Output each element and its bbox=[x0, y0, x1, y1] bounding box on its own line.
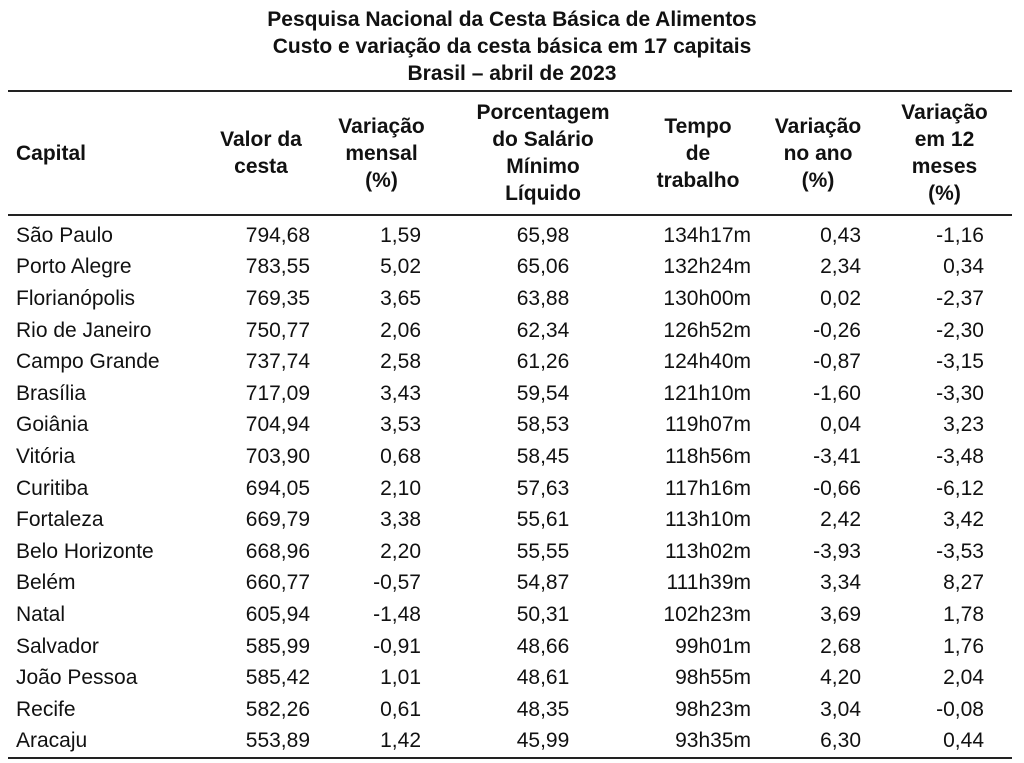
cell-variacao-12-meses: -6,12 bbox=[936, 476, 984, 500]
cell-variacao-ano: 2,42 bbox=[820, 508, 861, 532]
column-header-line: (%) bbox=[801, 168, 835, 192]
column-header-line: de bbox=[685, 141, 711, 165]
table-row bbox=[8, 315, 1012, 347]
column-header-line: (%) bbox=[365, 168, 398, 192]
column-header-valor-cesta bbox=[208, 91, 314, 215]
cell-porcentagem-salario: 61,26 bbox=[516, 350, 570, 374]
cell-porcentagem-salario: 45,99 bbox=[449, 726, 637, 759]
cell-capital: Recife bbox=[16, 697, 76, 721]
cell-tempo-trabalho: 98h23m bbox=[675, 697, 751, 721]
cell-variacao-ano: 6,30 bbox=[759, 726, 877, 759]
cell-variacao-12-meses: -3,30 bbox=[936, 381, 984, 405]
table-row bbox=[8, 568, 1012, 600]
cell-capital: Rio de Janeiro bbox=[16, 318, 152, 342]
table-row bbox=[8, 694, 1012, 726]
cell-variacao-mensal: 2,10 bbox=[380, 476, 421, 500]
cell-capital: João Pessoa bbox=[16, 666, 138, 690]
cell-variacao-ano: 2,68 bbox=[820, 634, 861, 658]
cell-variacao-ano: -0,87 bbox=[813, 350, 861, 374]
cell-tempo-trabalho: 93h35m bbox=[637, 726, 759, 759]
column-header-line: Líquido bbox=[505, 182, 581, 205]
cell-variacao-ano: -1,60 bbox=[813, 381, 861, 405]
cell-variacao-mensal: 3,65 bbox=[380, 286, 421, 310]
cell-variacao-mensal: 1,01 bbox=[380, 666, 421, 690]
cell-tempo-trabalho: 119h07m bbox=[664, 413, 751, 437]
cell-porcentagem-salario: 54,87 bbox=[516, 571, 570, 595]
cell-valor-cesta: 703,90 bbox=[245, 444, 310, 468]
cell-variacao-12-meses: 3,42 bbox=[943, 508, 984, 532]
cell-tempo-trabalho: 111h39m bbox=[666, 571, 751, 595]
cell-porcentagem-salario: 50,31 bbox=[516, 602, 570, 626]
cell-variacao-ano: 0,04 bbox=[820, 413, 861, 437]
cell-valor-cesta: 750,77 bbox=[245, 318, 310, 342]
cell-variacao-12-meses: -2,37 bbox=[936, 286, 984, 310]
cell-porcentagem-salario: 58,53 bbox=[516, 413, 570, 437]
cell-variacao-ano: -0,26 bbox=[813, 318, 861, 342]
cell-porcentagem-salario: 65,06 bbox=[516, 255, 570, 279]
column-header-line: Variação bbox=[774, 114, 862, 138]
cell-variacao-mensal: 2,58 bbox=[380, 350, 421, 374]
cell-variacao-ano: 0,43 bbox=[820, 223, 861, 247]
cell-variacao-12-meses: 3,23 bbox=[943, 413, 984, 437]
cell-variacao-ano: -3,93 bbox=[813, 539, 861, 563]
column-header-variacao-ano bbox=[759, 91, 877, 215]
report-title bbox=[0, 6, 1024, 87]
cell-variacao-12-meses: -3,15 bbox=[936, 350, 984, 374]
column-header-line: do Salário bbox=[492, 128, 594, 151]
table-row bbox=[8, 599, 1012, 631]
cell-variacao-12-meses: -2,30 bbox=[936, 318, 984, 342]
cell-porcentagem-salario: 48,35 bbox=[516, 697, 570, 721]
header-row bbox=[8, 91, 1012, 215]
cell-variacao-12-meses: 2,04 bbox=[943, 666, 984, 690]
cell-porcentagem-salario: 55,61 bbox=[516, 508, 570, 532]
column-header-line: Valor da bbox=[220, 128, 302, 151]
cell-valor-cesta: 704,94 bbox=[245, 413, 310, 437]
cell-tempo-trabalho: 134h17m bbox=[663, 223, 751, 247]
cell-valor-cesta: 605,94 bbox=[245, 602, 310, 626]
cell-variacao-ano: 3,34 bbox=[820, 571, 861, 595]
column-header-capital bbox=[8, 91, 208, 215]
cell-tempo-trabalho: 98h55m bbox=[675, 666, 751, 690]
table-row bbox=[8, 473, 1012, 505]
table-row bbox=[8, 441, 1012, 473]
cell-variacao-ano: 0,02 bbox=[820, 286, 861, 310]
cell-variacao-mensal: 2,06 bbox=[380, 318, 421, 342]
cell-valor-cesta: 783,55 bbox=[245, 255, 310, 279]
column-header-line: em 12 bbox=[914, 128, 975, 151]
cell-capital: Curitiba bbox=[16, 476, 89, 500]
cell-capital: Brasília bbox=[16, 381, 87, 405]
table-row bbox=[8, 283, 1012, 315]
cell-capital: Salvador bbox=[16, 634, 99, 658]
cell-valor-cesta: 669,79 bbox=[245, 508, 310, 532]
cell-tempo-trabalho: 118h56m bbox=[664, 444, 751, 468]
table-row bbox=[8, 410, 1012, 442]
column-header-line: Porcentagem bbox=[476, 101, 610, 124]
cell-tempo-trabalho: 130h00m bbox=[663, 286, 751, 310]
table-row bbox=[8, 252, 1012, 284]
cell-porcentagem-salario: 58,45 bbox=[516, 444, 570, 468]
cell-porcentagem-salario: 63,88 bbox=[516, 286, 570, 310]
column-header-line: Tempo bbox=[664, 114, 732, 138]
table-row bbox=[8, 631, 1012, 663]
cell-porcentagem-salario: 48,61 bbox=[516, 666, 570, 690]
title-line-2: Custo e variação da cesta básica em 17 capitais bbox=[272, 35, 752, 58]
cell-capital: Natal bbox=[16, 602, 66, 626]
cell-variacao-mensal: 0,61 bbox=[380, 697, 421, 721]
cell-valor-cesta: 585,42 bbox=[245, 666, 310, 690]
table-row bbox=[8, 536, 1012, 568]
cell-valor-cesta: 694,05 bbox=[245, 476, 310, 500]
cell-tempo-trabalho: 117h16m bbox=[664, 476, 751, 500]
column-header-variacao-mensal bbox=[314, 91, 449, 215]
cell-variacao-12-meses: 1,78 bbox=[943, 602, 984, 626]
cell-porcentagem-salario: 65,98 bbox=[516, 223, 570, 247]
cell-variacao-12-meses: 0,34 bbox=[943, 255, 984, 279]
cell-tempo-trabalho: 124h40m bbox=[663, 350, 751, 374]
cell-variacao-12-meses: -3,53 bbox=[936, 539, 984, 563]
cell-variacao-mensal: -0,57 bbox=[373, 571, 421, 595]
column-header-line: Variação bbox=[338, 114, 425, 138]
title-line-3: Brasil – abril de 2023 bbox=[407, 62, 617, 85]
cell-variacao-mensal: 1,42 bbox=[314, 726, 449, 759]
cell-valor-cesta: 660,77 bbox=[245, 571, 310, 595]
cell-variacao-mensal: 3,38 bbox=[380, 508, 421, 532]
column-header-line: cesta bbox=[234, 155, 288, 178]
cell-variacao-mensal: -1,48 bbox=[373, 602, 421, 626]
cell-variacao-mensal: 3,53 bbox=[380, 413, 421, 437]
cell-variacao-mensal: 1,59 bbox=[380, 223, 421, 247]
cell-variacao-12-meses: -1,16 bbox=[936, 223, 984, 247]
cell-valor-cesta: 582,26 bbox=[245, 697, 310, 721]
cell-valor-cesta: 585,99 bbox=[245, 634, 310, 658]
cell-variacao-mensal: 0,68 bbox=[380, 444, 421, 468]
cell-valor-cesta: 737,74 bbox=[245, 350, 310, 374]
cell-capital: Belo Horizonte bbox=[16, 539, 154, 563]
table-row bbox=[8, 378, 1012, 410]
cell-valor-cesta: 794,68 bbox=[245, 223, 310, 247]
cell-variacao-12-meses: -3,48 bbox=[936, 444, 984, 468]
cell-variacao-12-meses: 1,76 bbox=[943, 634, 984, 658]
cell-variacao-ano: 3,04 bbox=[820, 697, 861, 721]
column-header-line: meses bbox=[911, 155, 978, 178]
cell-porcentagem-salario: 48,66 bbox=[516, 634, 570, 658]
cell-variacao-mensal: 5,02 bbox=[380, 255, 421, 279]
cell-porcentagem-salario: 57,63 bbox=[516, 476, 570, 500]
column-header-line: (%) bbox=[928, 182, 961, 205]
cell-porcentagem-salario: 62,34 bbox=[516, 318, 570, 342]
cell-variacao-ano: 4,20 bbox=[820, 666, 861, 690]
cell-valor-cesta: 717,09 bbox=[245, 381, 310, 405]
cell-variacao-ano: -0,66 bbox=[813, 476, 861, 500]
table-row bbox=[8, 662, 1012, 694]
column-header-line: trabalho bbox=[656, 168, 740, 192]
column-header-tempo-trabalho bbox=[637, 91, 759, 215]
cell-capital: Campo Grande bbox=[16, 350, 160, 374]
table-body bbox=[8, 215, 1012, 758]
column-header-porcentagem-salario bbox=[449, 91, 637, 215]
table-row bbox=[8, 504, 1012, 536]
table-row bbox=[8, 726, 1012, 759]
basket-cost-table bbox=[8, 90, 1012, 759]
table-row bbox=[8, 346, 1012, 378]
column-header-line: Mínimo bbox=[506, 155, 580, 178]
column-header-line: Variação bbox=[901, 101, 988, 124]
cell-capital: Aracaju bbox=[8, 726, 208, 759]
cell-tempo-trabalho: 102h23m bbox=[663, 602, 751, 626]
cell-variacao-12-meses: 8,27 bbox=[943, 571, 984, 595]
cell-valor-cesta: 668,96 bbox=[245, 539, 310, 563]
cell-capital: Porto Alegre bbox=[16, 255, 132, 279]
cell-variacao-mensal: -0,91 bbox=[373, 634, 421, 658]
cell-porcentagem-salario: 59,54 bbox=[516, 381, 570, 405]
table-row bbox=[8, 215, 1012, 252]
cell-variacao-ano: 3,69 bbox=[820, 602, 861, 626]
title-line-1: Pesquisa Nacional da Cesta Básica de Alimentos bbox=[267, 8, 757, 31]
cell-porcentagem-salario: 55,55 bbox=[516, 539, 570, 563]
cell-valor-cesta: 553,89 bbox=[208, 726, 314, 759]
cell-capital: Belém bbox=[16, 571, 76, 595]
cell-variacao-mensal: 3,43 bbox=[380, 381, 421, 405]
cell-tempo-trabalho: 99h01m bbox=[675, 634, 751, 658]
column-header-line: no ano bbox=[783, 141, 853, 165]
cell-tempo-trabalho: 132h24m bbox=[663, 255, 751, 279]
cell-capital: Fortaleza bbox=[16, 508, 104, 532]
cell-valor-cesta: 769,35 bbox=[245, 286, 310, 310]
cell-variacao-ano: -3,41 bbox=[813, 444, 861, 468]
cell-capital: Goiânia bbox=[16, 413, 89, 437]
table-header bbox=[8, 91, 1012, 215]
column-header-line: Capital bbox=[16, 141, 87, 165]
cell-tempo-trabalho: 113h10m bbox=[664, 508, 751, 532]
cell-variacao-mensal: 2,20 bbox=[380, 539, 421, 563]
cell-tempo-trabalho: 113h02m bbox=[664, 539, 751, 563]
cell-capital: Florianópolis bbox=[16, 286, 136, 310]
cell-variacao-ano: 2,34 bbox=[820, 255, 861, 279]
cell-variacao-12-meses: -0,08 bbox=[936, 697, 984, 721]
cell-capital: São Paulo bbox=[16, 223, 113, 247]
cell-tempo-trabalho: 126h52m bbox=[663, 318, 751, 342]
cell-tempo-trabalho: 121h10m bbox=[663, 381, 751, 405]
column-header-variacao-12-meses bbox=[877, 91, 1012, 215]
column-header-line: mensal bbox=[345, 141, 418, 165]
cell-capital: Vitória bbox=[16, 444, 76, 468]
cell-variacao-12-meses: 0,44 bbox=[877, 726, 1012, 759]
